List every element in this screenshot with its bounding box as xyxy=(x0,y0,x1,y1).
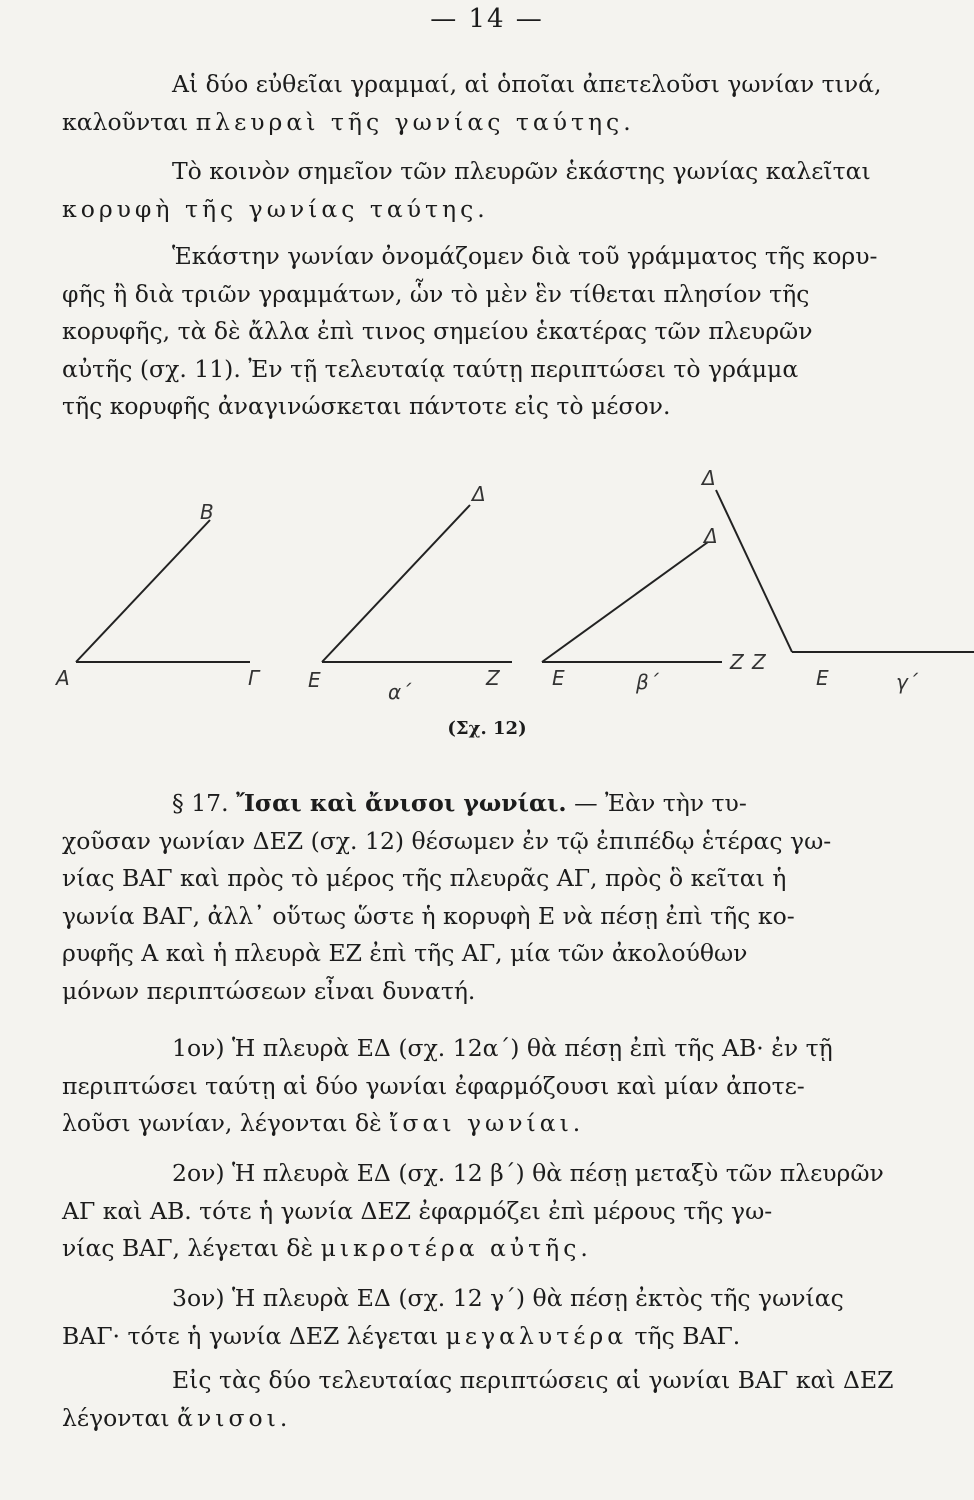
side-ed-beta xyxy=(542,542,708,662)
label-z-gamma: Ζ xyxy=(752,650,766,674)
paragraph-case-1 xyxy=(62,1030,940,1143)
text-line: φῆς ἢ διὰ τριῶν γραμμάτων, ὧν τὸ μὲν ἓν τίθεται πλησίον τῆς xyxy=(62,279,810,308)
paragraph-angle-naming xyxy=(62,238,940,426)
text-line: Εἰς τὰς δύο τελευταίας περιπτώσεις αἱ γωνίαι ΒΑΓ καὶ ΔΕΖ xyxy=(172,1366,894,1394)
text-line: 1ον) Ἡ πλευρὰ ΕΔ (σχ. 12α΄) θὰ πέσῃ ἐπὶ τῆς ΑΒ· ἐν τῇ xyxy=(172,1034,833,1062)
label-case-beta: β΄ xyxy=(636,670,659,694)
emphasis-term-equal: ἴσαι γωνίαι. xyxy=(389,1109,585,1137)
label-d-beta: Δ xyxy=(704,524,718,548)
text-line xyxy=(62,1230,940,1268)
text-line: 3ον) Ἡ πλευρὰ ΕΔ (σχ. 12 γ΄) θὰ πέσῃ ἐκτὸς τῆς γωνίας xyxy=(172,1284,844,1312)
text-line: αὐτῆς (σχ. 11). Ἐν τῇ τελευταίᾳ ταύτῃ περιπτώσει τὸ γράμμα xyxy=(62,354,799,383)
text-line: χοῦσαν γωνίαν ΔΕΖ (σχ. 12) θέσωμεν ἐν τῷ ἐπιπέδῳ ἑτέρας γω- xyxy=(62,826,832,855)
text-line: περιπτώσει ταύτῃ αἱ δύο γωνίαι ἐφαρμόζουσι καὶ μίαν ἀποτε- xyxy=(62,1071,805,1100)
emphasis-term-greater: μεγαλυτέρα xyxy=(445,1321,628,1350)
section-heading: Ἴσαι καὶ ἄνισοι γωνίαι. xyxy=(236,789,567,817)
text-line xyxy=(62,104,940,142)
label-e-gamma: Ε xyxy=(816,666,829,690)
label-a: Α xyxy=(56,666,70,690)
text-span: λέγονται xyxy=(62,1403,178,1432)
text-line: γωνία ΒΑΓ, ἀλλ᾽ οὕτως ὥστε ἡ κορυφὴ Ε νὰ πέσῃ ἐπὶ τῆς κο- xyxy=(62,901,795,930)
side-ed-alpha xyxy=(322,505,470,662)
text-line: ΑΓ καὶ ΑΒ. τότε ἡ γωνία ΔΕΖ ἐφαρμόζει ἐπὶ μέρους τῆς γω- xyxy=(62,1196,773,1225)
emphasis-term-vertex: κορυφὴ τῆς γωνίας ταύτης. xyxy=(62,194,489,223)
paragraph-case-3 xyxy=(62,1280,940,1355)
emphasis-term-sides: πλευραὶ τῆς γωνίας ταύτης. xyxy=(195,107,635,136)
text-span: καλοῦνται xyxy=(62,107,196,136)
emphasis-term-unequal: ἄνισοι. xyxy=(177,1403,292,1432)
text-line: τῆς κορυφῆς ἀναγινώσκεται πάντοτε εἰς τὸ μέσον. xyxy=(62,392,671,420)
text-line: Ἑκάστην γωνίαν ὀνομάζομεν διὰ τοῦ γράμματος τῆς κορυ- xyxy=(172,242,878,270)
text-line: Αἱ δύο εὐθεῖαι γραμμαί, αἱ ὁποῖαι ἀπετελοῦσι γωνίαν τινά, xyxy=(172,70,882,98)
text-span: τῆς ΒΑΓ. xyxy=(627,1321,741,1350)
paragraph-vertex-definition xyxy=(62,153,940,228)
label-d-gamma: Δ xyxy=(702,466,716,490)
label-e-alpha: Ε xyxy=(308,668,321,692)
text-span: λοῦσι γωνίαν, λέγονται δὲ xyxy=(62,1109,390,1137)
text-line xyxy=(62,1400,940,1438)
text-line: ρυφῆς Α καὶ ἡ πλευρὰ ΕΖ ἐπὶ τῆς ΑΓ, μία τῶν ἀκολούθων xyxy=(62,939,748,967)
text-line xyxy=(62,1318,940,1356)
paragraph-section-17 xyxy=(62,785,940,1010)
side-ed-gamma xyxy=(716,490,792,652)
paragraph-case-2 xyxy=(62,1155,940,1268)
label-b: Β xyxy=(200,500,214,524)
figure-caption: (Σχ. 12) xyxy=(447,718,527,739)
label-z-beta: Ζ xyxy=(730,650,744,674)
side-ab xyxy=(76,520,210,662)
figure-12-angles xyxy=(0,466,974,720)
text-line: κορυφῆς, τὰ δὲ ἄλλα ἐπὶ τινος σημείου ἑκατέρας τῶν πλευρῶν xyxy=(62,317,813,345)
label-case-alpha: α΄ xyxy=(388,680,412,704)
page-number: — 14 — xyxy=(430,4,544,34)
section-number: § 17. xyxy=(172,789,237,817)
text-line xyxy=(62,785,940,823)
emphasis-term-smaller: μικροτέρα αὐτῆς. xyxy=(320,1234,592,1262)
text-span: νίας ΒΑΓ, λέγεται δὲ xyxy=(62,1234,321,1262)
paragraph-unequal xyxy=(62,1362,940,1437)
text-span: — Ἐὰν τὴν τυ- xyxy=(566,789,747,817)
text-line: Τὸ κοινὸν σημεῖον τῶν πλευρῶν ἑκάστης γωνίας καλεῖται xyxy=(172,157,871,185)
label-g: Γ xyxy=(248,666,260,690)
text-span: ΒΑΓ· τότε ἡ γωνία ΔΕΖ λέγεται xyxy=(62,1321,446,1350)
paragraph-sides-definition xyxy=(62,66,940,141)
label-d-alpha: Δ xyxy=(472,482,486,506)
text-line: μόνων περιπτώσεων εἶναι δυνατή. xyxy=(62,976,476,1005)
label-e-beta: Ε xyxy=(552,666,565,690)
label-case-gamma: γ΄ xyxy=(896,670,918,694)
label-z-alpha: Ζ xyxy=(486,666,500,690)
text-line: νίας ΒΑΓ καὶ πρὸς τὸ μέρος τῆς πλευρᾶς ΑΓ, πρὸς ὃ κεῖται ἡ xyxy=(62,864,787,892)
text-line xyxy=(62,1105,940,1143)
text-line: 2ον) Ἡ πλευρὰ ΕΔ (σχ. 12 β΄) θὰ πέσῃ μεταξὺ τῶν πλευρῶν xyxy=(172,1159,884,1187)
